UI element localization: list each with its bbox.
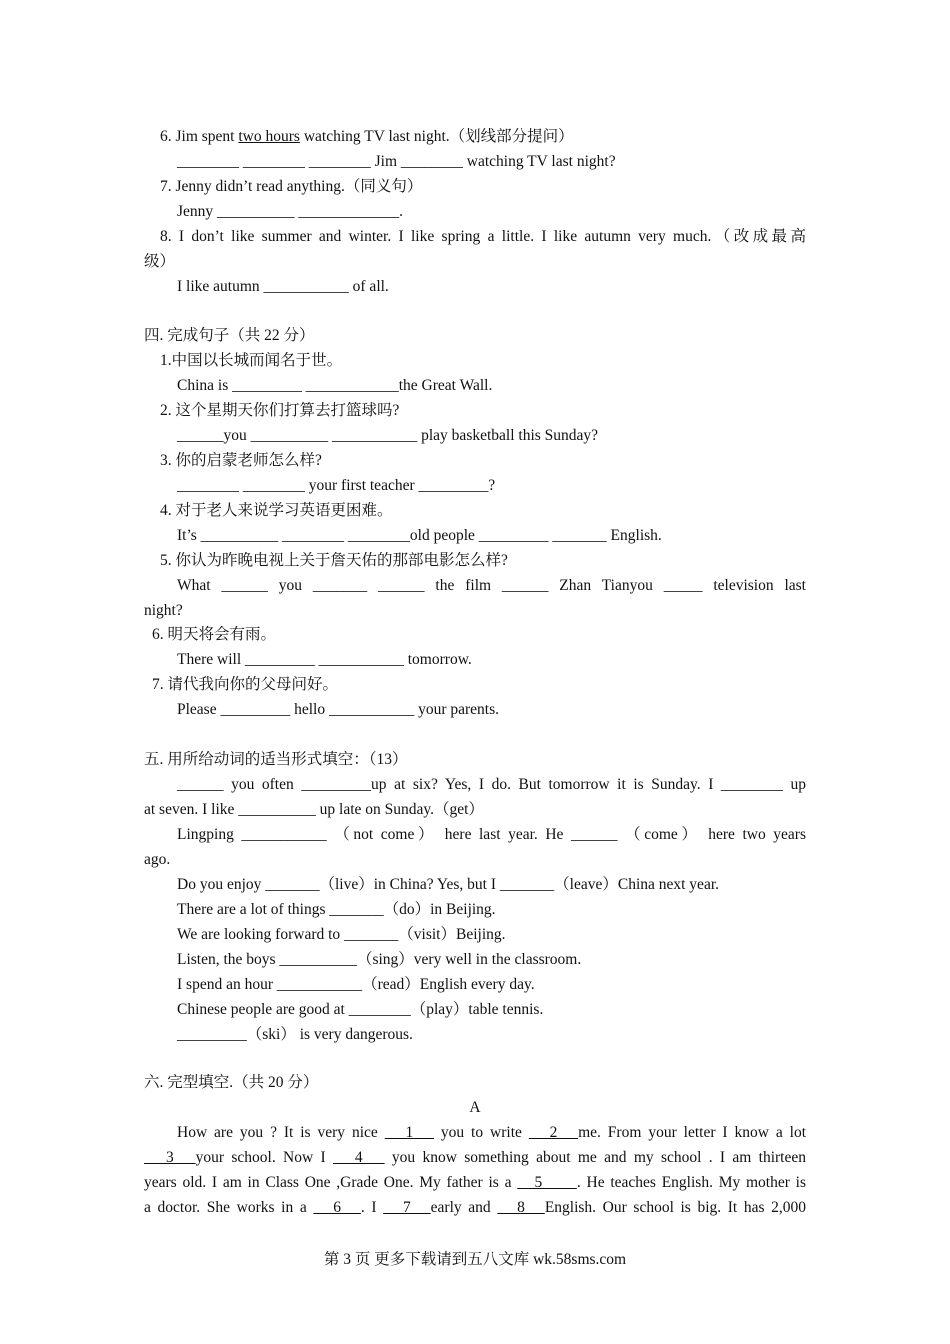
s5-line: Chinese people are good at ________（play）table tennis.: [177, 1001, 544, 1018]
passage-title: A: [469, 1099, 481, 1116]
s5-line: I spend an hour ___________（read）English every day.: [177, 976, 535, 993]
s4-item5-en-cont: night?: [144, 602, 183, 619]
s5-line: We are looking forward to _______（visit）Beijing.: [177, 926, 506, 943]
s4-item3-en: ________ ________ your first teacher _________?: [177, 477, 496, 494]
blank-7: 7: [383, 1199, 431, 1216]
s4-item1-en: China is _________ ____________the Great Wall.: [177, 377, 493, 394]
s4-item3-cn: 3. 你的启蒙老师怎么样?: [160, 452, 322, 469]
s5-line: _________（ski） is very dangerous.: [177, 1026, 413, 1043]
q3-7-answer: Jenny __________ _____________.: [177, 203, 404, 220]
passage-line-3: years old. I am in Class One ,Grade One. My father is a 5 . He teaches English. My mother is: [144, 1174, 807, 1191]
blank-2: 2: [528, 1124, 579, 1141]
s4-item4-en: It’s __________ ________ ________old people _________ _______ English.: [177, 527, 662, 544]
s4-item7-cn: 7. 请代我向你的父母问好。: [152, 676, 339, 693]
s5-line: ago.: [144, 851, 171, 868]
q3-7-question: 7. Jenny didn’t read anything.（同义句）: [160, 178, 423, 195]
section5-heading: 五. 用所给动词的适当形式填空：（13）: [144, 751, 408, 768]
q3-8-answer: I like autumn ___________ of all.: [177, 278, 389, 295]
q3-6-question: 6. Jim spent two hours watching TV last night.（划线部分提问）: [160, 128, 574, 145]
q3-6-answer: ________ ________ ________ Jim ________ watching TV last night?: [177, 153, 616, 170]
s5-line: There are a lot of things _______（do）in Beijing.: [177, 901, 496, 918]
section4-heading: 四. 完成句子（共 22 分）: [144, 327, 315, 344]
s5-line: ______ you often _________up at six? Yes, I do. But tomorrow it is Sunday. I ________ up: [177, 776, 806, 793]
passage-line-4: a doctor. She works in a 6 . I 7 early and 8 English. Our school is big. It has 2,000: [144, 1199, 807, 1216]
s4-item4-cn: 4. 对于老人来说学习英语更困难。: [160, 502, 393, 519]
s4-item2-cn: 2. 这个星期天你们打算去打篮球吗?: [160, 402, 400, 419]
s5-line: at seven. I like __________ up late on Sunday.（get）: [144, 801, 484, 818]
s4-item7-en: Please _________ hello ___________ your parents.: [177, 701, 500, 718]
blank-5: 5: [517, 1174, 577, 1191]
s5-line: Lingping ___________ （not come） here last year. He ______ （come） here two years: [177, 826, 806, 843]
s4-item5-en: What ______ you _______ ______ the film ______ Zhan Tianyou _____ television last: [177, 577, 806, 594]
blank-1: 1: [384, 1124, 434, 1141]
blank-3: 3: [144, 1149, 196, 1166]
s5-line: Do you enjoy _______（live）in China? Yes, but I _______（leave）China next year.: [177, 876, 720, 893]
blank-4: 4: [332, 1149, 385, 1166]
q3-8-question-cont: 级）: [144, 253, 176, 270]
s4-item6-cn: 6. 明天将会有雨。: [152, 626, 277, 643]
passage-line-1: How are you ? It is very nice 1 you to write 2 me. From your letter I know a lot: [177, 1124, 807, 1141]
s4-item5-cn: 5. 你认为昨晚电视上关于詹天佑的那部电影怎么样?: [160, 552, 508, 569]
blank-8: 8: [497, 1199, 545, 1216]
s5-line: Listen, the boys __________（sing）very well in the classroom.: [177, 951, 582, 968]
s4-item2-en: ______you __________ ___________ play basketball this Sunday?: [177, 427, 599, 444]
s4-item6-en: There will _________ ___________ tomorrow.: [177, 651, 472, 668]
page-footer: 第 3 页 更多下载请到五八文库 wk.58sms.com: [323, 1251, 627, 1268]
underlined-phrase: two hours: [238, 128, 300, 145]
section6-heading: 六. 完型填空.（共 20 分）: [144, 1074, 319, 1091]
passage-line-2: 3 your school. Now I 4 you know something about me and my school . I am thirteen: [144, 1149, 806, 1166]
blank-6: 6: [313, 1199, 361, 1216]
s4-item1-cn: 1.中国以长城而闻名于世。: [160, 352, 343, 369]
q3-8-question: 8. I don’t like summer and winter. I like spring a little. I like autumn very much.（改成最高: [160, 228, 806, 245]
